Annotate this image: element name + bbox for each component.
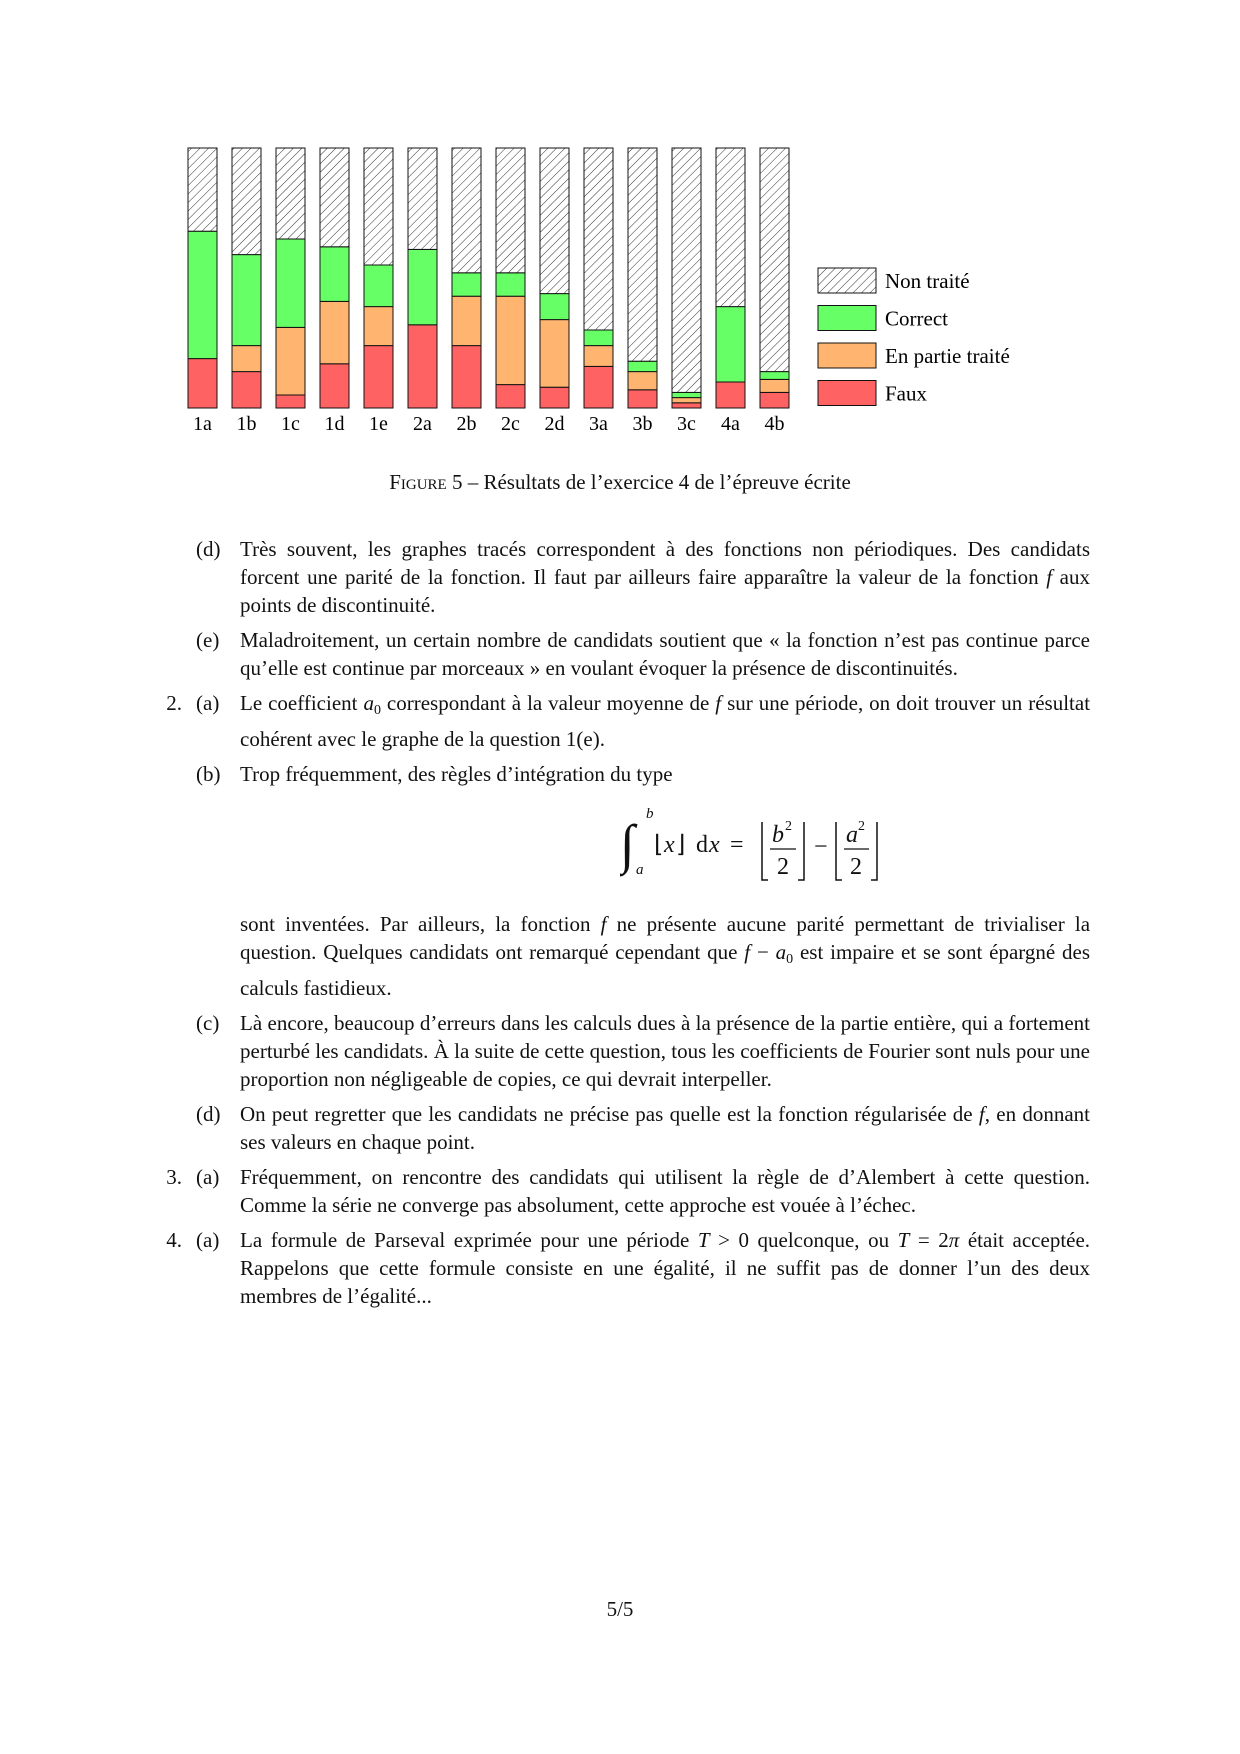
bar-segment-2c-faux: [496, 385, 525, 408]
bar-segment-3a-non-traité: [584, 148, 613, 330]
x-tick-label: 2c: [501, 413, 520, 435]
item-text: = 2: [917, 1228, 949, 1252]
floor-bracket-right-1: [798, 822, 804, 880]
bar-segment-4a-correct: [716, 307, 745, 382]
eq-minus: −: [814, 834, 828, 860]
item-text: aux points de discontinuité.: [240, 565, 1090, 617]
math-var: π: [948, 1228, 960, 1252]
x-tick-labels: [193, 413, 784, 435]
figure-caption-text: – Résultats de l’exercice 4 de l’épreuve écrite: [467, 470, 851, 494]
math-var: f: [978, 1102, 985, 1126]
eq-x: x: [664, 832, 675, 858]
item-text: > 0 quelconque, ou: [718, 1228, 890, 1252]
x-tick-label: 1a: [193, 413, 212, 435]
eq-d: d: [696, 832, 708, 858]
legend-swatch: [818, 381, 876, 406]
bar-segment-1e-en-partie-traité: [364, 307, 393, 346]
math-var: a: [363, 691, 374, 715]
item-text: correspondant à la valeur moyenne de: [386, 691, 710, 715]
x-tick-label: 1c: [281, 413, 300, 435]
item-label: (b): [196, 762, 221, 786]
item-1d: [150, 535, 1090, 619]
math-var: T: [697, 1228, 710, 1252]
bar-segment-1c-correct: [276, 239, 305, 327]
bar-segment-2c-en-partie-traité: [496, 296, 525, 384]
bar-segment-3a-correct: [584, 330, 613, 346]
bar-segment-1c-non-traité: [276, 148, 305, 239]
bar-segment-1a-non-traité: [188, 148, 217, 231]
bar-segment-1b-non-traité: [232, 148, 261, 255]
math-var: f: [1046, 565, 1053, 589]
x-tick-label: 4b: [764, 413, 785, 435]
legend-swatch: [818, 306, 876, 331]
frac-den-2: 2: [850, 854, 862, 880]
bar-segment-1d-correct: [320, 247, 349, 302]
item-text: La formule de Parseval exprimée pour une période: [240, 1228, 690, 1252]
legend-label: En partie traité: [885, 344, 1010, 368]
bar-segment-1d-faux: [320, 364, 349, 408]
bars-group: [188, 148, 789, 408]
bar-segment-3b-non-traité: [628, 148, 657, 361]
floor-close: ⌋: [676, 832, 686, 858]
bar-segment-1e-faux: [364, 346, 393, 408]
x-tick-label: 3c: [677, 413, 696, 435]
item-label: (a): [196, 691, 220, 715]
legend-swatch: [818, 343, 876, 368]
bar-segment-2d-non-traité: [540, 148, 569, 294]
eq-dx: x: [709, 832, 720, 858]
item-text: On peut regretter que les candidats ne précise pas quelle est la fonction régularisée de: [240, 1102, 973, 1126]
legend-swatch: [818, 268, 876, 293]
bar-segment-2a-non-traité: [408, 148, 437, 249]
bar-segment-3a-faux: [584, 366, 613, 408]
item-label: (d): [196, 537, 221, 561]
bar-segment-4a-faux: [716, 382, 745, 408]
item-text: Fréquemment, on rencontre des candidats qui utilisent la règle de d’Alembert à cette question. Comme la série ne converge pas absolument, cette approche est vouée à l’échec.: [240, 1165, 1090, 1217]
frac-exp-b: 2: [785, 819, 792, 834]
bar-segment-1d-non-traité: [320, 148, 349, 247]
item-text: Le coefficient: [240, 691, 358, 715]
figure-caption: [0, 470, 1240, 495]
display-equation: [240, 792, 1090, 904]
x-tick-label: 1b: [236, 413, 257, 435]
bar-segment-2b-correct: [452, 273, 481, 296]
bar-segment-1c-en-partie-traité: [276, 327, 305, 395]
math-subscript: 0: [373, 703, 381, 718]
bar-segment-4b-faux: [760, 392, 789, 408]
math-var: T: [897, 1228, 910, 1252]
x-tick-label: 3b: [632, 413, 653, 435]
item-text: Très souvent, les graphes tracés correspondent à des fonctions non périodiques. Des candidats forcent une parité de la fonction. Il faut par ailleurs faire apparaître la valeur de la fonction: [240, 537, 1090, 589]
figure-label: Figure 5: [389, 470, 463, 494]
math-var: f: [744, 940, 751, 964]
bar-segment-1b-en-partie-traité: [232, 346, 261, 372]
page-number: 5/5: [606, 1597, 634, 1621]
bar-segment-2d-faux: [540, 387, 569, 408]
item-text: sont inventées. Par ailleurs, la fonction: [240, 912, 591, 936]
x-tick-label: 3a: [589, 413, 608, 435]
bar-segment-2c-non-traité: [496, 148, 525, 273]
item-number: 3.: [166, 1165, 182, 1189]
legend-label: Faux: [885, 381, 927, 406]
item-label: (c): [196, 1011, 220, 1035]
bar-segment-1e-non-traité: [364, 148, 393, 265]
body-text: [150, 535, 1090, 1317]
frac-num-b: b: [772, 822, 784, 848]
math-subscript: 0: [786, 952, 794, 967]
item-2c: [150, 1009, 1090, 1093]
item-text: était acceptée. Rappelons que cette formule consiste en une égalité, il ne suffit pas de donner l’un des deux membres de l’égalité...: [240, 1228, 1091, 1308]
math-var: f: [600, 912, 607, 936]
bar-segment-4b-en-partie-traité: [760, 379, 789, 392]
item-number: 4.: [166, 1228, 182, 1252]
legend-label: Non traité: [885, 269, 970, 293]
bar-segment-1a-correct: [188, 231, 217, 358]
item-text: est impaire et se sont épargné des calculs fastidieux.: [240, 940, 1091, 1000]
frac-exp-a: 2: [858, 819, 865, 834]
bar-segment-1c-faux: [276, 395, 305, 408]
x-tick-label: 1e: [369, 413, 388, 435]
integral-upper: b: [646, 806, 654, 822]
bar-segment-2b-faux: [452, 346, 481, 408]
eq-equals: =: [730, 832, 744, 858]
item-text: ne présente aucune parité permettant de trivialiser la question. Quelques candidats ont remarqué cependant que: [240, 912, 1091, 964]
bar-segment-2d-correct: [540, 294, 569, 320]
integral-sign: ∫: [620, 814, 635, 874]
stacked-bar-chart: [0, 0, 1240, 440]
item-text: Maladroitement, un certain nombre de candidats soutient que « la fonction n’est pas continue parce qu’elle est continue par morceaux » en voulant évoquer la présence de discontinuités.: [240, 628, 1090, 680]
x-tick-label: 1d: [324, 413, 345, 435]
bar-segment-3c-correct: [672, 392, 701, 397]
bar-segment-2d-en-partie-traité: [540, 320, 569, 388]
math-var: a: [775, 940, 787, 964]
bar-segment-3b-en-partie-traité: [628, 372, 657, 390]
item-label: (a): [196, 1165, 220, 1189]
legend: [818, 268, 1010, 406]
bar-segment-3a-en-partie-traité: [584, 346, 613, 367]
bar-segment-3c-en-partie-traité: [672, 398, 701, 403]
bar-segment-3b-faux: [628, 390, 657, 408]
bar-segment-4b-non-traité: [760, 148, 789, 372]
bar-segment-3b-correct: [628, 361, 657, 371]
frac-den-1: 2: [777, 854, 789, 880]
bar-segment-2b-en-partie-traité: [452, 296, 481, 345]
item-3a: [150, 1163, 1090, 1219]
bar-segment-3c-faux: [672, 403, 701, 408]
bar-segment-4a-non-traité: [716, 148, 745, 307]
item-2d: [150, 1100, 1090, 1156]
bar-segment-4b-correct: [760, 372, 789, 380]
bar-segment-2a-correct: [408, 249, 437, 324]
item-label: (d): [196, 1102, 221, 1126]
bar-segment-3c-non-traité: [672, 148, 701, 392]
frac-num-a: a: [846, 822, 858, 848]
x-tick-label: 2d: [544, 413, 565, 435]
item-4a: [150, 1226, 1090, 1310]
item-label: (a): [196, 1228, 220, 1252]
x-tick-label: 4a: [721, 413, 740, 435]
item-1e: [150, 626, 1090, 682]
bar-segment-1b-faux: [232, 372, 261, 408]
bar-segment-1a-faux: [188, 359, 217, 408]
x-tick-label: 2b: [456, 413, 477, 435]
math-var: f: [715, 691, 722, 715]
floor-bracket-right-2: [871, 822, 877, 880]
bar-segment-1e-correct: [364, 265, 393, 307]
floor-bracket-left-1: [762, 822, 768, 880]
item-2a: [150, 689, 1090, 753]
bar-segment-2a-faux: [408, 325, 437, 408]
bar-segment-2b-non-traité: [452, 148, 481, 273]
bar-segment-1d-en-partie-traité: [320, 301, 349, 363]
legend-label: Correct: [885, 306, 948, 331]
floor-bracket-left-2: [836, 822, 842, 880]
item-text: Trop fréquemment, des règles d’intégration du type: [240, 762, 673, 786]
bar-segment-2c-correct: [496, 273, 525, 296]
item-2b: [150, 760, 1090, 1002]
item-text: Là encore, beaucoup d’erreurs dans les calculs dues à la présence de la partie entière, qui a fortement perturbé les candidats. À la suite de cette question, tous les coefficients de Fourier sont nuls pour une proportion non négligeable de copies, ce qui devrait interpeller.: [240, 1011, 1090, 1091]
floor-open: ⌊: [654, 832, 664, 858]
item-text: sur une période, on doit trouver un résultat cohérent avec le graphe de la question 1(e).: [240, 691, 1091, 751]
integral-lower: a: [636, 862, 644, 878]
bar-segment-1b-correct: [232, 255, 261, 346]
item-label: (e): [196, 628, 220, 652]
item-text: , en donnant ses valeurs en chaque point.: [240, 1102, 1091, 1154]
x-tick-label: 2a: [413, 413, 432, 435]
math-op: −: [756, 940, 769, 964]
item-number: 2.: [166, 691, 182, 715]
